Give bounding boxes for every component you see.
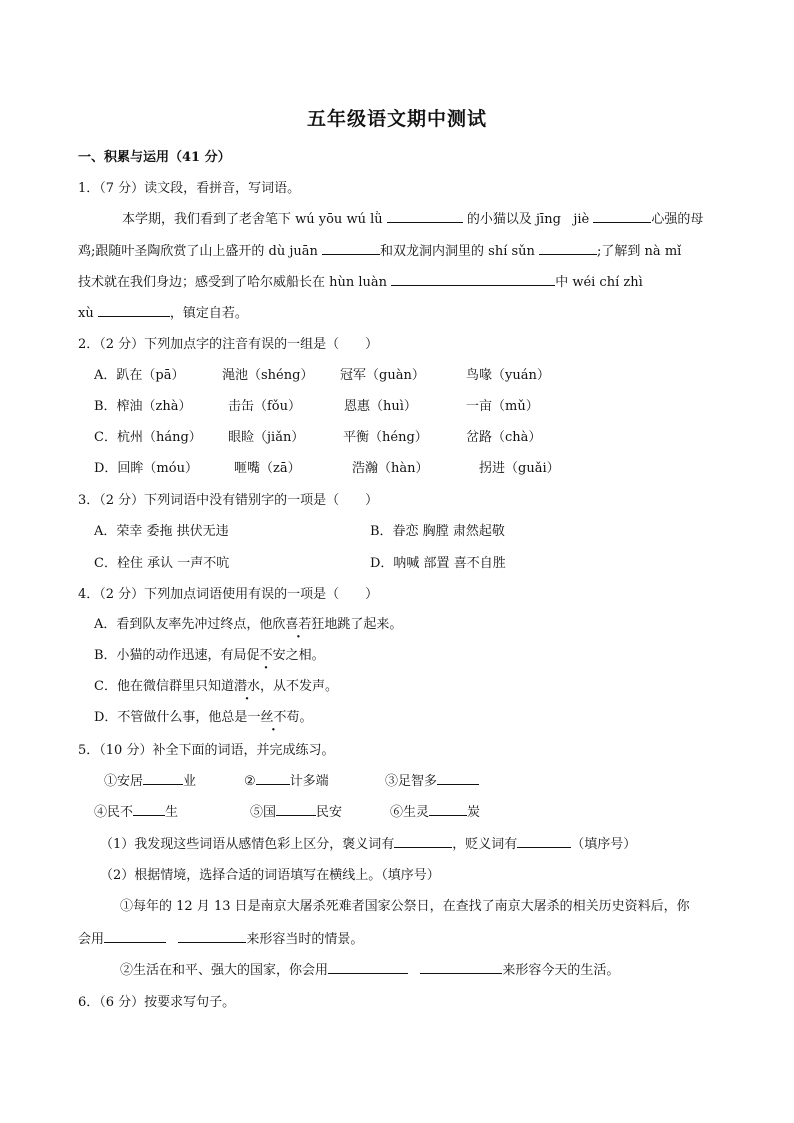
q1-text: 心强的母 bbox=[651, 212, 704, 227]
q1-text: ;了解到 nà mǐ bbox=[597, 244, 682, 259]
option-text: ，从不发声。 bbox=[259, 679, 338, 694]
q2-option-d-4: 拐进（guǎi） bbox=[479, 461, 560, 476]
answer-blank[interactable] bbox=[387, 209, 463, 223]
q3-option-b[interactable]: B．眷恋 胸膛 肃然起敬 bbox=[370, 524, 505, 539]
answer-blank[interactable] bbox=[593, 209, 651, 223]
q2-option-b-4: 一亩（mǔ） bbox=[466, 399, 539, 414]
word-part: ①安居 bbox=[104, 774, 144, 789]
q2-option-d-2: 咂嘴（zā） bbox=[234, 461, 301, 476]
q2-option-c-2: 眼睑（jiǎn） bbox=[228, 430, 305, 445]
sub-text: ②生活在和平、强大的国家，你会用 bbox=[120, 963, 329, 978]
q3-option-d[interactable]: D．呐喊 部置 喜不自胜 bbox=[370, 556, 506, 571]
option-text: 之相。 bbox=[285, 648, 325, 663]
q5-sub-4 bbox=[78, 928, 363, 947]
q2-option-b[interactable]: B．榨油（zhà） bbox=[94, 399, 192, 414]
question-3-head: 3．（2 分）下列词语中没有错别字的一项是（ ） bbox=[78, 493, 379, 508]
q5-word-5 bbox=[250, 801, 342, 820]
question-4-head: 4．（2 分）下列加点词语使用有误的一项是（ ） bbox=[78, 587, 379, 602]
answer-blank[interactable] bbox=[517, 834, 571, 848]
q1-text: jiè bbox=[573, 212, 590, 227]
word-part: ② bbox=[244, 774, 256, 789]
word-part: 炭 bbox=[467, 805, 481, 820]
q5-sub-3: ①每年的 12 月 13 日是南京大屠杀死难者国家公祭日，在查找了南京大屠杀的相关历史资料后，你 bbox=[120, 899, 690, 914]
question-6-head: 6．（6 分）按要求写句子。 bbox=[78, 995, 236, 1010]
q2-option-d[interactable]: D．回眸（móu） bbox=[94, 461, 198, 476]
q2-option-d-3: 浩瀚（hàn） bbox=[352, 461, 429, 476]
option-text: A．看到队友率先冲过终点，他 bbox=[94, 617, 273, 632]
q4-option-c[interactable] bbox=[94, 675, 338, 694]
q2-option-a[interactable]: A．趴在（pā） bbox=[94, 368, 185, 383]
answer-blank[interactable] bbox=[256, 771, 290, 785]
sub-text: 来形容当时的情景。 bbox=[246, 932, 364, 947]
answer-blank[interactable] bbox=[328, 960, 408, 974]
word-part: ④民不 bbox=[94, 805, 134, 820]
q1-line-2 bbox=[78, 240, 681, 259]
answer-blank[interactable] bbox=[420, 960, 502, 974]
question-1-head: 1．（7 分）读文段，看拼音，写词语。 bbox=[78, 181, 301, 196]
q4-option-b[interactable] bbox=[94, 644, 325, 663]
dotted-word: 欣喜若狂 bbox=[272, 617, 325, 632]
dotted-word: 促不安 bbox=[246, 648, 286, 663]
word-part: 生 bbox=[165, 805, 179, 820]
answer-blank[interactable] bbox=[178, 929, 246, 943]
word-part: 计多端 bbox=[289, 774, 329, 789]
q5-word-3 bbox=[385, 770, 479, 789]
answer-blank[interactable] bbox=[143, 771, 183, 785]
answer-blank[interactable] bbox=[98, 303, 170, 317]
q5-sub-2: （2）根据情境，选择合适的词语填写在横线上。（填序号） bbox=[100, 868, 440, 883]
answer-blank[interactable] bbox=[104, 929, 166, 943]
question-5-head: 5．（10 分）补全下面的词语，并完成练习。 bbox=[78, 743, 335, 758]
word-part: 业 bbox=[183, 774, 197, 789]
answer-blank[interactable] bbox=[539, 241, 597, 255]
q2-option-b-2: 击缶（fǒu） bbox=[228, 399, 302, 414]
q1-text: xù bbox=[78, 306, 94, 321]
q3-option-c[interactable]: C．栓住 承认 一声不吭 bbox=[94, 556, 230, 571]
q5-word-2 bbox=[244, 770, 329, 789]
question-2-head: 2．（2 分）下列加点字的注音有误的一组是（ ） bbox=[78, 337, 379, 352]
q2-option-c[interactable]: C．杭州（háng） bbox=[94, 430, 202, 445]
word-part: ⑥生灵 bbox=[390, 805, 430, 820]
q1-text: 鸡;跟随叶圣陶欣赏了山上盛开的 dù juān bbox=[78, 244, 318, 259]
q2-option-a-4: 鸟喙（yuán） bbox=[466, 368, 550, 383]
sub-text: （填序号） bbox=[571, 837, 637, 852]
answer-blank[interactable] bbox=[437, 771, 479, 785]
q1-text: 和双龙洞内洞里的 shí sǔn bbox=[380, 244, 535, 259]
q2-option-a-2: 渑池（shéng） bbox=[222, 368, 314, 383]
q5-sub-5 bbox=[120, 959, 619, 978]
q2-option-a-3: 冠军（guàn） bbox=[340, 368, 425, 383]
q3-option-a[interactable]: A．荣幸 委拖 拱伏无违 bbox=[94, 524, 229, 539]
answer-blank[interactable] bbox=[391, 272, 555, 286]
q2-option-c-3: 平衡（héng） bbox=[343, 430, 428, 445]
q4-option-d[interactable] bbox=[94, 706, 312, 725]
q1-text: 技术就在我们身边；感受到了哈尔威船长在 hùn luàn bbox=[78, 275, 388, 290]
q1-text: ，镇定自若。 bbox=[169, 306, 248, 321]
q5-word-6 bbox=[390, 801, 480, 820]
q1-line-1 bbox=[122, 208, 703, 227]
q1-line-4 bbox=[78, 302, 248, 321]
sub-text: ，贬义词有 bbox=[452, 837, 518, 852]
dotted-word: 一丝不苟 bbox=[247, 710, 300, 725]
section-heading: 一、积累与运用（41 分） bbox=[78, 150, 231, 165]
word-part: 民安 bbox=[316, 805, 343, 820]
q5-word-1 bbox=[104, 770, 196, 789]
option-text: C．他在微信群里只知道 bbox=[94, 679, 234, 694]
dotted-word: 潜水 bbox=[233, 679, 260, 694]
answer-blank[interactable] bbox=[133, 802, 165, 816]
sub-text: （1）我发现这些词语从感情色彩上区分，褒义词有 bbox=[100, 837, 395, 852]
word-part: ③足智多 bbox=[385, 774, 438, 789]
q1-text: 本学期，我们看到了老舍笔下 wú yōu wú lǜ bbox=[122, 212, 383, 227]
q1-text: 的小猫以及 jīng bbox=[466, 212, 561, 227]
q4-option-a[interactable] bbox=[94, 613, 402, 632]
q2-option-b-3: 恩惠（huì） bbox=[344, 399, 417, 414]
q2-option-c-4: 岔路（chà） bbox=[466, 430, 542, 445]
q1-line-3 bbox=[78, 271, 643, 290]
answer-blank[interactable] bbox=[322, 241, 380, 255]
q1-text: 中 wéi chí zhì bbox=[555, 275, 643, 290]
answer-blank[interactable] bbox=[276, 802, 316, 816]
option-text: 。 bbox=[299, 710, 313, 725]
page-title: 五年级语文期中测试 bbox=[306, 108, 487, 130]
word-part: ⑤国 bbox=[250, 805, 277, 820]
answer-blank[interactable] bbox=[394, 834, 452, 848]
answer-blank[interactable] bbox=[429, 802, 467, 816]
sub-text: 来形容今天的生活。 bbox=[502, 963, 620, 978]
option-text: B．小猫的动作迅速，有局 bbox=[94, 648, 247, 663]
sub-text: 会用 bbox=[78, 932, 105, 947]
q5-word-4 bbox=[94, 801, 178, 820]
option-text: D．不管做什么事，他总是 bbox=[94, 710, 248, 725]
q5-sub-1 bbox=[100, 833, 636, 852]
option-text: 地跳了起来。 bbox=[324, 617, 403, 632]
